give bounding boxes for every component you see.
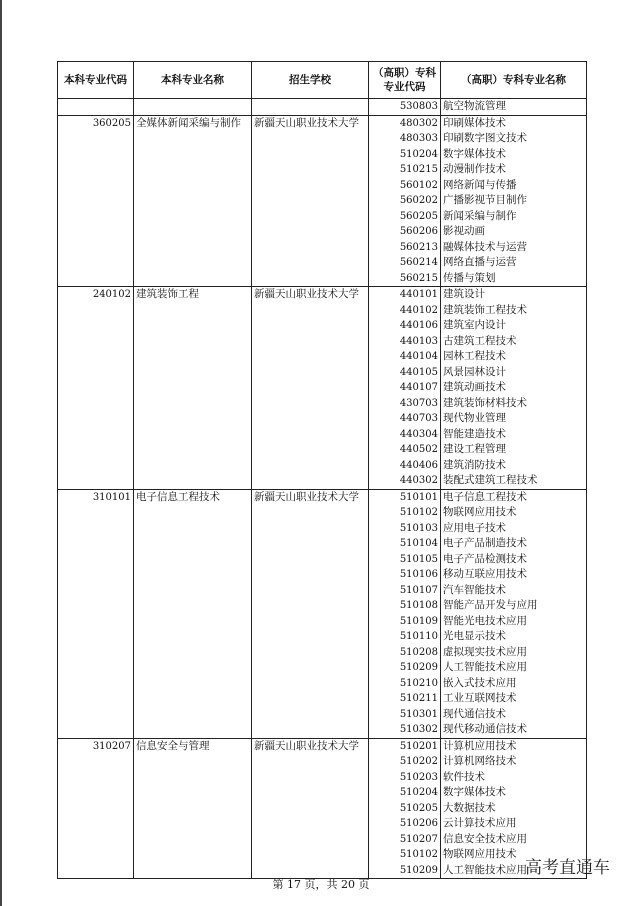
vocational-name-cell	[441, 99, 587, 116]
vocational-name: 融媒体技术与运营	[443, 240, 527, 253]
vocational-name: 网络直播与运营	[443, 256, 517, 268]
vocational-code: 440107	[399, 382, 438, 393]
vocational-name: 新闻采编与制作	[443, 209, 517, 222]
vocational-name: 网络新闻与传播	[443, 178, 517, 191]
school-cell: 新疆天山职业技术大学	[252, 287, 369, 490]
vocational-code: 440101	[399, 289, 438, 300]
vocational-code: 560205	[399, 210, 438, 222]
vocational-name: 嵌入式技术应用	[443, 676, 517, 689]
vocational-code: 560102	[399, 179, 438, 191]
vocational-code: 560215	[399, 272, 438, 284]
header-vocational-code: （高职）专科专业代码	[369, 62, 441, 99]
vocational-name: 建筑消防技术	[443, 458, 506, 471]
vocational-name: 虚拟现实技术应用	[443, 645, 527, 658]
vocational-code: 510109	[399, 615, 438, 627]
vocational-code: 560213	[399, 241, 438, 253]
vocational-code: 510103	[399, 522, 438, 534]
header-undergrad-code: 本科专业代码	[58, 62, 134, 99]
vocational-name: 大数据技术	[443, 801, 496, 814]
vocational-code: 510205	[399, 802, 438, 814]
vocational-name: 印刷数字图文技术	[443, 132, 527, 144]
vocational-name: 物联网应用技术	[443, 506, 517, 518]
vocational-code: 510211	[399, 693, 438, 704]
vocational-name-cell	[441, 489, 587, 738]
vocational-name: 传播与策划	[443, 271, 496, 284]
vocational-code: 560202	[399, 195, 438, 206]
vocational-code: 510206	[399, 818, 438, 829]
watermark-text: 高考直通车	[525, 858, 610, 878]
table-row	[58, 115, 587, 287]
vocational-name: 计算机应用技术	[443, 739, 517, 752]
page-edge-line	[0, 0, 2, 906]
vocational-code: 510204	[399, 787, 438, 798]
vocational-code: 440102	[399, 304, 438, 316]
vocational-name: 电子信息工程技术	[443, 490, 527, 503]
vocational-name: 计算机网络技术	[443, 755, 517, 767]
undergrad-name-cell: 信息安全与管理	[134, 738, 252, 879]
vocational-name: 电子产品制造技术	[443, 537, 527, 549]
vocational-code: 560206	[399, 226, 438, 237]
vocational-code: 440302	[399, 475, 438, 486]
vocational-code: 510105	[399, 553, 438, 565]
vocational-code: 510108	[399, 600, 438, 611]
vocational-code: 510202	[399, 756, 438, 767]
vocational-name: 现代物业管理	[443, 412, 506, 424]
undergrad-name-cell: 建筑装饰工程	[134, 287, 252, 490]
vocational-name: 电子产品检测技术	[443, 552, 527, 565]
undergrad-name-cell: 全媒体新闻采编与制作	[134, 115, 252, 287]
undergrad-code-cell: 240102	[58, 287, 134, 490]
vocational-code: 510102	[399, 849, 438, 860]
vocational-code: 510209	[399, 864, 438, 876]
vocational-code: 510107	[399, 584, 438, 596]
vocational-code: 440106	[399, 320, 438, 331]
vocational-name: 古建筑工程技术	[443, 334, 517, 347]
vocational-name: 数字媒体技术	[443, 786, 506, 798]
vocational-code-cell	[369, 115, 441, 287]
vocational-code: 510110	[399, 631, 438, 642]
undergrad-code-cell: 360205	[58, 115, 134, 287]
table-body	[58, 99, 587, 879]
vocational-name: 汽车智能技术	[443, 583, 506, 596]
vocational-code: 510301	[399, 708, 438, 720]
vocational-code: 510302	[399, 724, 438, 735]
vocational-code: 510210	[399, 677, 438, 689]
school-cell: 新疆天山职业技术大学	[252, 738, 369, 879]
vocational-code: 440406	[399, 459, 438, 471]
table-header-row	[58, 62, 587, 99]
vocational-code: 510104	[399, 538, 438, 549]
vocational-code: 440502	[399, 444, 438, 455]
table-row	[58, 489, 587, 738]
undergrad-code-cell	[58, 99, 134, 116]
vocational-name: 移动互联应用技术	[443, 568, 527, 580]
header-school: 招生学校	[252, 62, 369, 99]
vocational-code: 510106	[399, 569, 438, 580]
vocational-name: 建筑动画技术	[443, 381, 506, 393]
vocational-code: 480302	[399, 117, 438, 129]
vocational-name: 人工智能技术应用	[443, 661, 527, 673]
vocational-name: 航空物流管理	[443, 100, 506, 112]
header-undergrad-name: 本科专业名称	[134, 62, 252, 99]
vocational-name: 园林工程技术	[443, 350, 506, 362]
undergrad-name-cell: 电子信息工程技术	[134, 489, 252, 738]
vocational-code-cell	[369, 99, 441, 116]
vocational-code-cell	[369, 489, 441, 738]
vocational-name: 信息安全技术应用	[443, 832, 527, 845]
vocational-name: 软件技术	[443, 770, 485, 783]
vocational-name: 建筑室内设计	[443, 319, 506, 331]
school-cell	[252, 99, 369, 116]
vocational-code: 510207	[399, 833, 438, 845]
vocational-name: 现代移动通信技术	[443, 723, 527, 735]
vocational-name: 广播影视节目制作	[443, 194, 527, 206]
vocational-code: 480303	[399, 133, 438, 144]
major-mapping-table	[57, 61, 587, 879]
vocational-name: 应用电子技术	[443, 521, 506, 534]
vocational-name: 光电显示技术	[443, 630, 506, 642]
vocational-code: 510201	[399, 740, 438, 752]
vocational-code: 510204	[399, 148, 438, 160]
school-cell: 新疆天山职业技术大学	[252, 489, 369, 738]
vocational-name-cell	[441, 115, 587, 287]
vocational-name: 建筑设计	[443, 288, 485, 300]
vocational-code: 440703	[399, 413, 438, 424]
vocational-code: 530803	[399, 101, 438, 112]
vocational-name: 装配式建筑工程技术	[443, 474, 538, 486]
undergrad-name-cell	[134, 99, 252, 116]
vocational-name: 智能产品开发与应用	[443, 599, 538, 611]
school-cell: 新疆天山职业技术大学	[252, 115, 369, 287]
vocational-name: 人工智能技术应用	[443, 863, 527, 876]
vocational-name: 智能建造技术	[443, 427, 506, 440]
table-row	[58, 287, 587, 490]
vocational-name: 智能光电技术应用	[443, 614, 527, 627]
vocational-code-cell	[369, 287, 441, 490]
undergrad-code-cell: 310207	[58, 738, 134, 879]
vocational-code: 510203	[399, 771, 438, 783]
undergrad-code-cell: 310101	[58, 489, 134, 738]
vocational-name: 现代通信技术	[443, 707, 506, 720]
vocational-code: 430703	[399, 397, 438, 409]
vocational-code: 440104	[399, 351, 438, 362]
vocational-name: 云计算技术应用	[443, 817, 517, 829]
table-row	[58, 738, 587, 879]
vocational-code: 510101	[399, 491, 438, 503]
vocational-name-cell	[441, 287, 587, 490]
vocational-name: 动漫制作技术	[443, 163, 506, 175]
vocational-code: 510102	[399, 507, 438, 518]
vocational-code-cell	[369, 738, 441, 879]
vocational-name: 工业互联网技术	[443, 692, 517, 704]
vocational-code: 440105	[399, 366, 438, 378]
vocational-code: 510209	[399, 662, 438, 673]
vocational-name: 建筑装饰工程技术	[443, 303, 527, 316]
vocational-code: 440103	[399, 335, 438, 347]
vocational-code: 560214	[399, 257, 438, 268]
vocational-code: 510208	[399, 646, 438, 658]
vocational-code: 440304	[399, 428, 438, 440]
vocational-name: 影视动画	[443, 225, 485, 237]
vocational-name: 建设工程管理	[443, 443, 506, 455]
table-row	[58, 99, 587, 116]
vocational-name: 印刷媒体技术	[443, 116, 506, 129]
vocational-name: 风景园林设计	[443, 365, 506, 378]
vocational-name: 建筑装饰材料技术	[443, 396, 527, 409]
header-vocational-name: （高职）专科专业名称	[441, 62, 587, 99]
vocational-name: 数字媒体技术	[443, 147, 506, 160]
page-footer: 第 17 页，共 20 页	[272, 878, 370, 891]
vocational-name: 物联网应用技术	[443, 848, 517, 860]
vocational-code: 510215	[399, 164, 438, 175]
